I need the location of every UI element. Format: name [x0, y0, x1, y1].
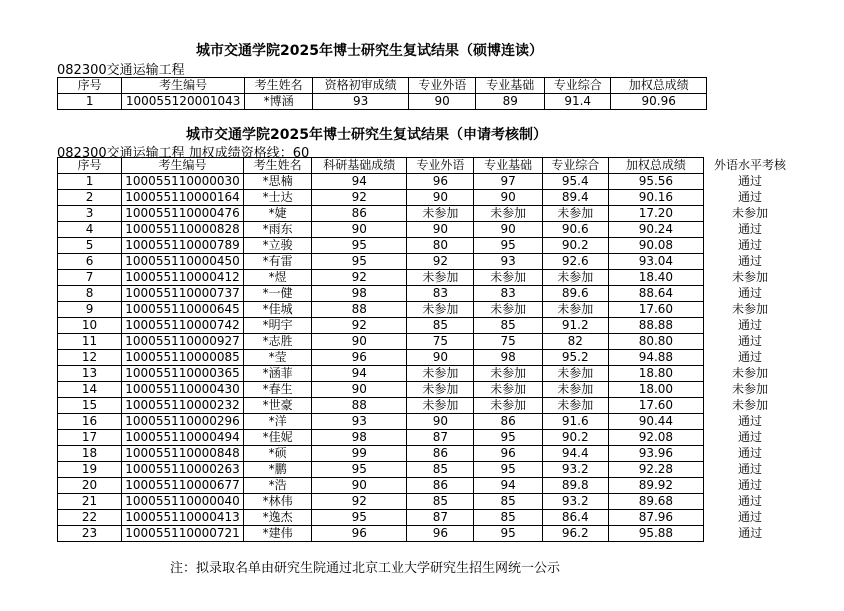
table-cell: *思楠: [244, 174, 312, 190]
table-cell: 95: [312, 462, 407, 478]
table-cell: 89: [476, 94, 545, 110]
column-header: 专业外语: [408, 78, 475, 94]
table-cell: 100055110000030: [122, 174, 244, 190]
column-header: 专业基础: [476, 78, 545, 94]
table-cell: 100055110000721: [122, 526, 244, 542]
table-cell: 90: [474, 222, 542, 238]
table-row: [58, 302, 797, 318]
table-cell: 通过: [737, 334, 762, 348]
table-cell: 未参加: [731, 302, 768, 316]
table-cell: 95: [312, 238, 407, 254]
table1-title: 城市交通学院2025年博士研究生复试结果（硕博连读）: [196, 43, 543, 59]
table-cell: 86: [407, 478, 474, 494]
table-cell: 95: [312, 510, 407, 526]
table-cell: 90: [407, 350, 474, 366]
column-header: 科研基础成绩: [312, 158, 407, 174]
table1-subtitle: 082300交通运输工程: [57, 63, 185, 78]
table-row: [58, 94, 707, 110]
table-cell: 未参加: [407, 206, 474, 222]
table-row: [58, 222, 797, 238]
table-cell: 93: [313, 94, 409, 110]
table-cell: 90.96: [611, 94, 707, 110]
table-cell: 89.68: [608, 494, 703, 510]
table-cell: 90.16: [608, 190, 703, 206]
table-row: [58, 254, 797, 270]
table2-title: 城市交通学院2025年博士研究生复试结果（申请考核制）: [186, 127, 547, 143]
table-cell: 100055110000494: [122, 430, 244, 446]
table-cell: 90: [407, 414, 474, 430]
table-cell: 100055110000164: [122, 190, 244, 206]
table-cell: 89.8: [542, 478, 608, 494]
table-cell: 11: [58, 334, 122, 350]
table-cell: *婕: [244, 206, 312, 222]
table-cell: 17.20: [608, 206, 703, 222]
table-cell: 17.60: [608, 302, 703, 318]
column-header: 考生编号: [122, 78, 245, 94]
table-cell: 3: [58, 206, 122, 222]
table2-subtitle: 082300交通运输工程 加权成绩资格线：60: [57, 146, 310, 161]
table-cell: 85: [474, 494, 542, 510]
table-cell: 82: [542, 334, 608, 350]
table-cell: 91.2: [542, 318, 608, 334]
table-cell: 90.24: [608, 222, 703, 238]
table-cell: 未参加: [474, 398, 542, 414]
table-cell: 95.4: [542, 174, 608, 190]
table-cell: 94: [312, 174, 407, 190]
table-cell: *立骏: [244, 238, 312, 254]
table-row: [58, 270, 797, 286]
table-cell: 未参加: [407, 382, 474, 398]
table-cell: 17.60: [608, 398, 703, 414]
table-cell: *硕: [244, 446, 312, 462]
table-cell: 90: [408, 94, 475, 110]
column-header: 专业综合: [544, 78, 610, 94]
table-cell: 90.6: [542, 222, 608, 238]
table-cell: 96.2: [542, 526, 608, 542]
table-cell: 未参加: [474, 302, 542, 318]
table-cell: 未参加: [731, 206, 768, 220]
table-cell: 未参加: [474, 382, 542, 398]
table-row: [58, 174, 797, 190]
table-cell: 92: [312, 318, 407, 334]
table-cell: 未参加: [542, 206, 608, 222]
table-cell: *有雷: [244, 254, 312, 270]
table2-header-row: [58, 158, 797, 174]
table-cell: 95: [474, 430, 542, 446]
table-row: [58, 446, 797, 462]
table-cell: 100055110000789: [122, 238, 244, 254]
table-cell: 75: [407, 334, 474, 350]
table1-header-row: [58, 78, 707, 94]
table-cell: 88.64: [608, 286, 703, 302]
table-cell: 100055110000828: [122, 222, 244, 238]
table-cell: 18.80: [608, 366, 703, 382]
table-row: [58, 206, 797, 222]
table-cell: 100055110000848: [122, 446, 244, 462]
column-header: 外语水平考核: [713, 158, 786, 172]
table-cell: 93.04: [608, 254, 703, 270]
table-cell: 2: [58, 190, 122, 206]
table-cell: 83: [407, 286, 474, 302]
table-cell: 90.2: [542, 430, 608, 446]
table-cell: 100055120001043: [122, 94, 245, 110]
table-row: [58, 398, 797, 414]
table-cell: 90.44: [608, 414, 703, 430]
table-cell: *博涵: [244, 94, 313, 110]
footnote: 注：拟录取名单由研究生院通过北京工业大学研究生招生网统一公示: [170, 561, 561, 576]
table-cell: 通过: [737, 238, 762, 252]
column-header: 考生姓名: [244, 158, 312, 174]
table-cell: 通过: [737, 174, 762, 188]
table-cell: 8: [58, 286, 122, 302]
table-cell: 87: [407, 510, 474, 526]
table-cell: 通过: [737, 510, 762, 524]
table-cell: 92: [312, 270, 407, 286]
column-header: 资格初审成绩: [313, 78, 409, 94]
table-cell: 90.2: [542, 238, 608, 254]
table-cell: 未参加: [542, 366, 608, 382]
table-cell: 96: [474, 446, 542, 462]
table-cell: *雨东: [244, 222, 312, 238]
table-cell: 90.08: [608, 238, 703, 254]
table-cell: 10: [58, 318, 122, 334]
table-cell: 未参加: [474, 206, 542, 222]
table-row: [58, 478, 797, 494]
table-row: [58, 286, 797, 302]
table-cell: 89.4: [542, 190, 608, 206]
column-header: 专业综合: [542, 158, 608, 174]
table-cell: 未参加: [407, 398, 474, 414]
table-cell: *春生: [244, 382, 312, 398]
table-row: [58, 366, 797, 382]
table-cell: *逸杰: [244, 510, 312, 526]
table-cell: 未参加: [731, 382, 768, 396]
column-header: 专业基础: [474, 158, 542, 174]
table-cell: 通过: [737, 190, 762, 204]
table-cell: 通过: [737, 414, 762, 428]
table2: [57, 157, 797, 542]
table-cell: 90: [474, 190, 542, 206]
table-cell: 通过: [737, 494, 762, 508]
table-cell: 100055110000412: [122, 270, 244, 286]
table-row: [58, 430, 797, 446]
table-cell: 未参加: [407, 302, 474, 318]
table-cell: 90: [312, 222, 407, 238]
table-cell: 7: [58, 270, 122, 286]
column-header: 加权总成绩: [608, 158, 703, 174]
table-row: [58, 382, 797, 398]
table-cell: 98: [312, 430, 407, 446]
table-cell: 22: [58, 510, 122, 526]
table-cell: 未参加: [474, 270, 542, 286]
table-cell: 100055110000296: [122, 414, 244, 430]
table-cell: *佳妮: [244, 430, 312, 446]
table-cell: 100055110000413: [122, 510, 244, 526]
table-cell: 90: [312, 382, 407, 398]
table-cell: 95: [474, 526, 542, 542]
table1: [57, 77, 707, 110]
column-header: 序号: [58, 158, 122, 174]
table-cell: 9: [58, 302, 122, 318]
table-cell: 90: [312, 478, 407, 494]
table-cell: 75: [474, 334, 542, 350]
table-cell: 100055110000677: [122, 478, 244, 494]
table-cell: 18.00: [608, 382, 703, 398]
table-cell: 83: [474, 286, 542, 302]
table-cell: 93.2: [542, 494, 608, 510]
table-cell: *鹏: [244, 462, 312, 478]
table-cell: 95.2: [542, 350, 608, 366]
table-cell: 通过: [737, 222, 762, 236]
column-header: 考生编号: [122, 158, 244, 174]
table-cell: *士达: [244, 190, 312, 206]
table-row: [58, 414, 797, 430]
table-cell: 88: [312, 302, 407, 318]
table-cell: 100055110000365: [122, 366, 244, 382]
table-cell: 94: [312, 366, 407, 382]
table-cell: 未参加: [474, 366, 542, 382]
table-cell: 通过: [737, 462, 762, 476]
table-cell: 通过: [737, 446, 762, 460]
table-cell: *建伟: [244, 526, 312, 542]
table-cell: 93.2: [542, 462, 608, 478]
table-cell: 通过: [737, 478, 762, 492]
table-cell: *林伟: [244, 494, 312, 510]
table-cell: 88: [312, 398, 407, 414]
table-row: [58, 190, 797, 206]
table-cell: 92: [312, 190, 407, 206]
table-cell: 通过: [738, 526, 763, 540]
table-cell: 17: [58, 430, 122, 446]
table-cell: 6: [58, 254, 122, 270]
table-cell: *志胜: [244, 334, 312, 350]
table-cell: 未参加: [407, 270, 474, 286]
table-cell: 96: [407, 174, 474, 190]
table-row: [58, 526, 797, 542]
table-row: [58, 494, 797, 510]
table-cell: *明宇: [244, 318, 312, 334]
table-cell: 85: [474, 318, 542, 334]
table-cell: 80.80: [608, 334, 703, 350]
table-cell: 100055110000040: [122, 494, 244, 510]
table-cell: 100055110000476: [122, 206, 244, 222]
table-cell: 96: [312, 350, 407, 366]
table-cell: 100055110000645: [122, 302, 244, 318]
table-cell: 94.4: [542, 446, 608, 462]
table-cell: 通过: [737, 350, 762, 364]
table-cell: 通过: [737, 318, 762, 332]
table-cell: 96: [407, 526, 474, 542]
table-cell: 92.28: [608, 462, 703, 478]
table-cell: 90: [407, 190, 474, 206]
table-cell: 94.88: [608, 350, 703, 366]
table-cell: 90: [312, 334, 407, 350]
table-cell: 1: [58, 174, 122, 190]
table-cell: 21: [58, 494, 122, 510]
table-cell: 18.40: [608, 270, 703, 286]
table-cell: 未参加: [542, 302, 608, 318]
table-cell: 93.96: [608, 446, 703, 462]
table-cell: 88.88: [608, 318, 703, 334]
table-row: [58, 334, 797, 350]
table-cell: 未参加: [731, 366, 768, 380]
column-header: 序号: [58, 78, 122, 94]
table-cell: 16: [58, 414, 122, 430]
table-cell: 未参加: [542, 270, 608, 286]
table-cell: 92: [407, 254, 474, 270]
table-cell: 未参加: [542, 382, 608, 398]
table-cell: 89.92: [608, 478, 703, 494]
table-cell: 92.08: [608, 430, 703, 446]
table-cell: 93: [474, 254, 542, 270]
table-cell: 99: [312, 446, 407, 462]
table-cell: 92.6: [542, 254, 608, 270]
table-cell: 20: [58, 478, 122, 494]
table-cell: 85: [407, 318, 474, 334]
table-cell: 4: [58, 222, 122, 238]
table-cell: 95: [474, 462, 542, 478]
table-cell: 98: [312, 286, 407, 302]
table-cell: 87.96: [608, 510, 703, 526]
table-cell: 86.4: [542, 510, 608, 526]
table-cell: 85: [407, 462, 474, 478]
table-cell: 92: [312, 494, 407, 510]
table-cell: 通过: [737, 254, 762, 268]
column-header: 考生姓名: [244, 78, 313, 94]
table-cell: 未参加: [731, 398, 768, 412]
table-cell: 未参加: [542, 398, 608, 414]
table-row: [58, 350, 797, 366]
table-cell: *浩: [244, 478, 312, 494]
table-row: [58, 318, 797, 334]
column-header: 加权总成绩: [611, 78, 707, 94]
table-cell: 100055110000737: [122, 286, 244, 302]
table-cell: 100055110000263: [122, 462, 244, 478]
table-cell: 86: [312, 206, 407, 222]
table-cell: 93: [312, 414, 407, 430]
table-cell: 100055110000927: [122, 334, 244, 350]
table-cell: 86: [407, 446, 474, 462]
table-cell: 18: [58, 446, 122, 462]
table-cell: 80: [407, 238, 474, 254]
table-cell: 96: [312, 526, 407, 542]
table-cell: 23: [58, 526, 122, 542]
table-cell: 85: [407, 494, 474, 510]
table-cell: 100055110000450: [122, 254, 244, 270]
table-cell: 1: [58, 94, 122, 110]
table-cell: *洋: [244, 414, 312, 430]
table-cell: 通过: [737, 286, 762, 300]
table-cell: 86: [474, 414, 542, 430]
table-cell: 12: [58, 350, 122, 366]
table-cell: 95: [474, 238, 542, 254]
table-cell: 91.6: [542, 414, 608, 430]
table-cell: 97: [474, 174, 542, 190]
table-cell: 95.88: [608, 526, 703, 542]
table-cell: 未参加: [407, 366, 474, 382]
table-row: [58, 462, 797, 478]
table-cell: 95: [312, 254, 407, 270]
table-cell: 14: [58, 382, 122, 398]
table-cell: 100055110000742: [122, 318, 244, 334]
table-row: [58, 510, 797, 526]
table-cell: 85: [474, 510, 542, 526]
table-cell: 15: [58, 398, 122, 414]
table-cell: *煜: [244, 270, 312, 286]
table-cell: *莹: [244, 350, 312, 366]
table-row: [58, 238, 797, 254]
table-cell: 5: [58, 238, 122, 254]
table-cell: 87: [407, 430, 474, 446]
table-cell: 未参加: [731, 270, 768, 284]
table-cell: *涵菲: [244, 366, 312, 382]
table-cell: 100055110000232: [122, 398, 244, 414]
table-cell: 89.6: [542, 286, 608, 302]
table-cell: 19: [58, 462, 122, 478]
column-header: 专业外语: [407, 158, 474, 174]
table-cell: 94: [474, 478, 542, 494]
table-cell: *佳城: [244, 302, 312, 318]
table-cell: 91.4: [544, 94, 610, 110]
table-cell: 100055110000085: [122, 350, 244, 366]
table-cell: *一健: [244, 286, 312, 302]
table-cell: 98: [474, 350, 542, 366]
table-cell: 100055110000430: [122, 382, 244, 398]
table-cell: 通过: [737, 430, 762, 444]
table-cell: 95.56: [608, 174, 703, 190]
table-cell: *世豪: [244, 398, 312, 414]
table-cell: 13: [58, 366, 122, 382]
table-cell: 90: [407, 222, 474, 238]
